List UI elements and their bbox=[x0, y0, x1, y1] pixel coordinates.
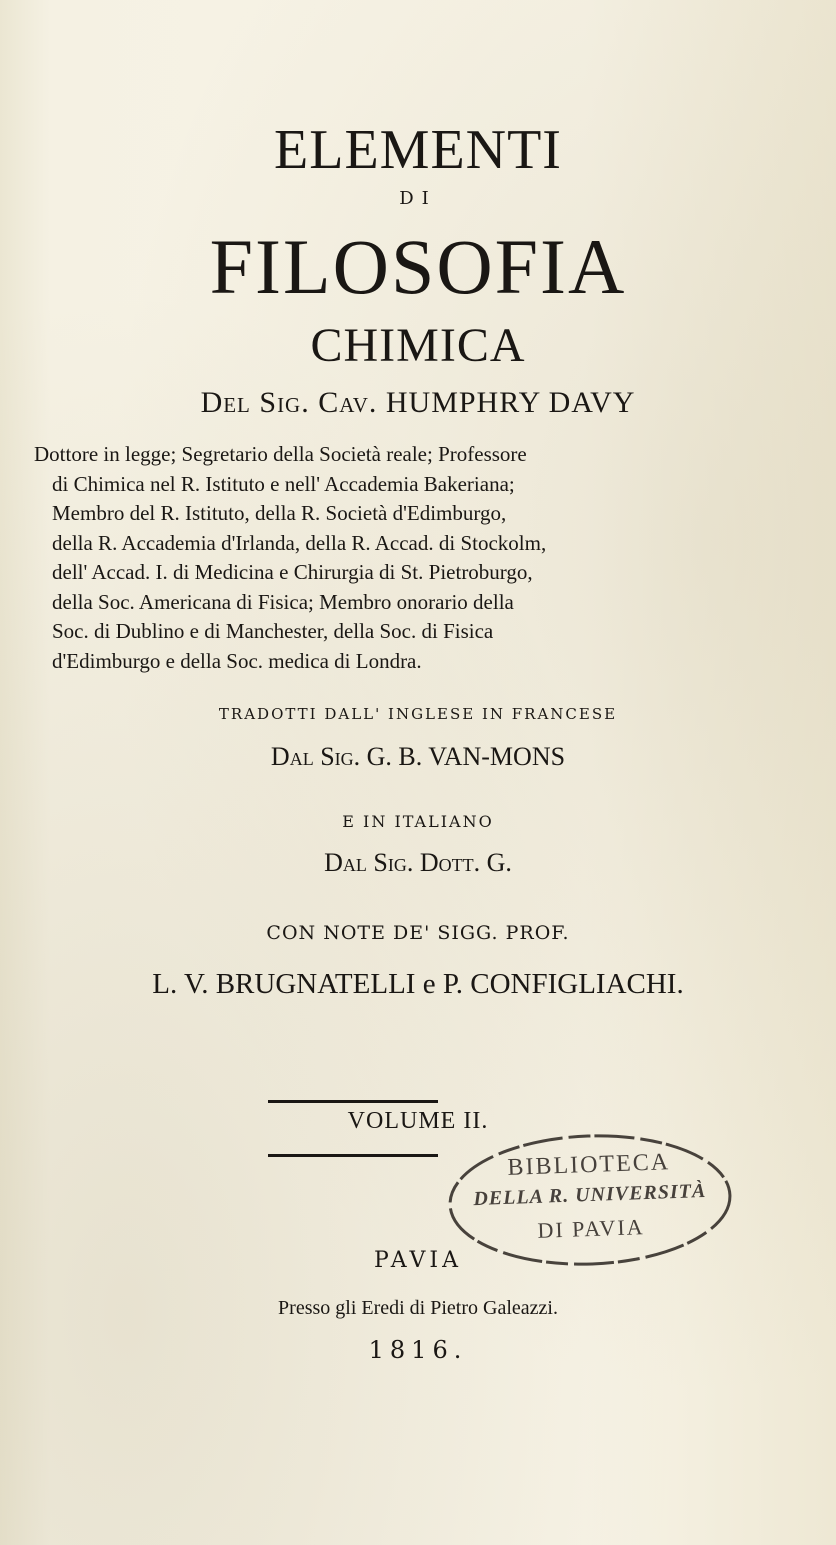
title-line-chimica: CHIMICA bbox=[310, 319, 526, 372]
title-line-elementi: ELEMENTI bbox=[274, 119, 562, 181]
stamp-line: DI PAVIA bbox=[537, 1214, 645, 1243]
author-title-line: Soc. di Dublino e di Manchester, della Soc. di Fisica bbox=[52, 619, 494, 643]
author-titles bbox=[34, 440, 714, 676]
volume-label: VOLUME II. bbox=[347, 1108, 489, 1134]
imprint-city: PAVIA bbox=[373, 1248, 463, 1273]
stamp-line: DELLA R. UNIVERSITÀ bbox=[473, 1179, 707, 1211]
stamp-line: BIBLIOTECA bbox=[507, 1149, 671, 1181]
author-title-line: Dottore in legge; Segretario della Società reale; Professore bbox=[34, 442, 527, 466]
title-line-filosofia: FILOSOFIA bbox=[209, 223, 627, 310]
french-translator: Dal Sig. G. B. VAN-MONS bbox=[270, 742, 566, 771]
volume-rule-bottom bbox=[268, 1154, 438, 1157]
french-translation-note: TRADOTTI DALL' INGLESE IN FRANCESE bbox=[218, 705, 618, 723]
author-title-line: della Soc. Americana di Fisica; Membro onorario della bbox=[52, 589, 514, 614]
italian-translator: Dal Sig. Dott. G. bbox=[324, 848, 512, 877]
editors-line: L. V. BRUGNATELLI e P. CONFIGLIACHI. bbox=[152, 968, 684, 1000]
imprint-year: 1816. bbox=[368, 1336, 468, 1364]
author-title-line: d'Edimburgo e della Soc. medica di Londra. bbox=[52, 648, 422, 673]
author-title-line: di Chimica nel R. Istituto e nell' Accademia Bakeriana; bbox=[52, 471, 515, 496]
author-title-line: dell' Accad. I. di Medicina e Chirurgia di St. Pietroburgo, bbox=[52, 560, 533, 584]
italian-translation-note: E IN ITALIANO bbox=[342, 812, 494, 831]
volume-rule-top bbox=[268, 1100, 438, 1103]
author-title-line: Membro del R. Istituto, della R. Società d'Edimburgo, bbox=[52, 501, 507, 525]
imprint-publisher: Presso gli Eredi di Pietro Galeazzi. bbox=[278, 1297, 558, 1319]
title-line-di: DI bbox=[399, 188, 437, 209]
author-title-line: della R. Accademia d'Irlanda, della R. Accad. di Stockolm, bbox=[52, 530, 547, 555]
notes-credit: CON NOTE DE' SIGG. PROF. bbox=[266, 922, 570, 944]
author-line: Del Sig. Cav. HUMPHRY DAVY bbox=[200, 386, 636, 419]
